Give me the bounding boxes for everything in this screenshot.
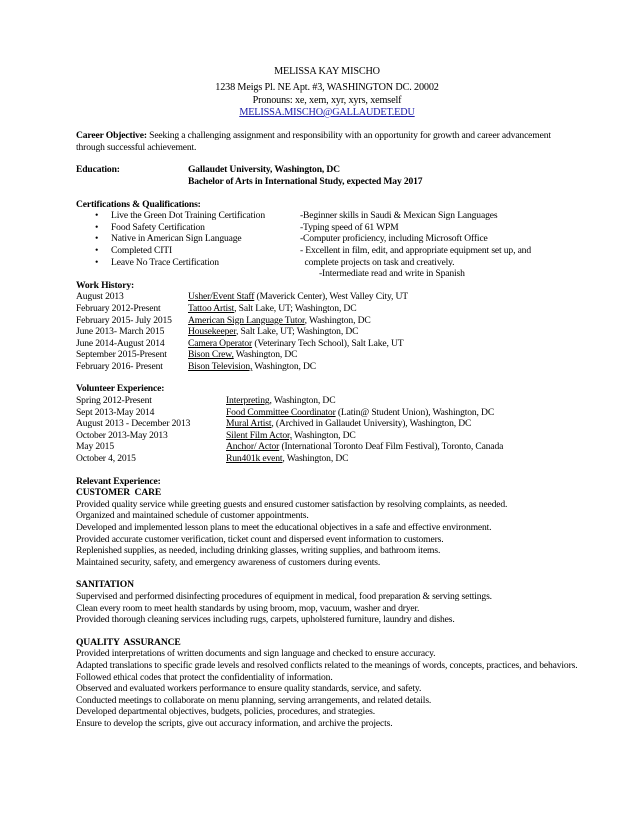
customer-care-heading: CUSTOMER CARE bbox=[76, 487, 162, 499]
sanitation-heading: SANITATION bbox=[76, 579, 134, 591]
list-item bbox=[76, 430, 578, 442]
volunteer-role: Anchor/ Actor bbox=[226, 441, 280, 453]
applicant-name: MELISSA KAY MISCHO bbox=[274, 66, 380, 77]
job-location: (Veterinary Tech School), Salt Lake, UT bbox=[252, 337, 404, 349]
list-item bbox=[76, 441, 578, 453]
education-school: Gallaudet University, Washington, DC bbox=[188, 164, 340, 176]
experience-line: Developed and implemented lesson plans to meet the educational objectives in a safe and effective environment. bbox=[76, 522, 492, 533]
experience-line: Adapted translations to specific grade levels and resolved conflicts related to the meanings of words, concepts, practices, and behaviors. bbox=[76, 659, 578, 671]
pronouns: Pronouns: xe, xem, xyr, xyrs, xemself bbox=[252, 94, 402, 106]
volunteer-date: October 4, 2015 bbox=[76, 453, 136, 465]
education-degree: Bachelor of Arts in International Study, expected May 2017 bbox=[188, 175, 423, 187]
volunteer-location: , (Archived in Gallaudet University), Washington, DC bbox=[271, 418, 472, 430]
list-item bbox=[76, 245, 578, 257]
job-title: Tattoo Artist bbox=[188, 302, 235, 314]
volunteer-role: Silent Film Actor, bbox=[226, 429, 292, 441]
quality-assurance-heading: QUALITY ASSURANCE bbox=[76, 636, 181, 648]
objective-label: Career Objective: bbox=[76, 130, 147, 142]
resume-header bbox=[76, 66, 578, 119]
experience-line: Followed ethical codes that protect the confidentiality of information. bbox=[76, 671, 333, 683]
experience-line: Provided interpretations of written documents and sign language and checked to ensure accuracy. bbox=[76, 648, 436, 660]
list-item bbox=[76, 418, 578, 430]
experience-line: Supervised and performed disinfecting procedures of equipment in medical, food preparation & serving settings. bbox=[76, 590, 492, 602]
list-item bbox=[76, 210, 578, 222]
certification-item: Completed CITI bbox=[111, 244, 173, 256]
email-link[interactable]: MELISSA.MISCHO@GALLAUDET.EDU bbox=[239, 106, 415, 118]
volunteer-section bbox=[76, 383, 578, 464]
volunteer-role: Interpreting bbox=[226, 395, 270, 407]
bullet-icon: • bbox=[95, 256, 99, 268]
career-objective bbox=[76, 130, 578, 153]
certifications-section bbox=[76, 199, 578, 280]
bullet-icon: • bbox=[95, 233, 99, 245]
work-history-heading: Work History: bbox=[76, 279, 135, 291]
certifications-heading: Certifications & Qualifications: bbox=[76, 198, 201, 210]
qualification-item: - Excellent in film, edit, and appropriate equipment set up, and bbox=[300, 244, 531, 256]
work-date: February 2016- Present bbox=[76, 360, 163, 372]
list-item bbox=[76, 407, 578, 419]
experience-line: Replenished supplies, as needed, including drinking glasses, writing supplies, and bathroom items. bbox=[76, 545, 441, 557]
volunteer-location: , Washington, DC bbox=[282, 453, 349, 465]
volunteer-location: (International Toronto Deaf Film Festival), Toronto, Canada bbox=[279, 441, 504, 453]
job-title: Camera Operator bbox=[188, 337, 253, 349]
job-title: American Sign Language Tutor bbox=[188, 314, 305, 326]
experience-line: Provided accurate customer verification, ticket count and dispersed event information to customers. bbox=[76, 533, 444, 545]
qualification-item: -Computer proficiency, including Microsoft Office bbox=[300, 233, 488, 245]
job-location: (Maverick Center), West Valley City, UT bbox=[254, 291, 408, 303]
volunteer-role: Food Committee Coordinator bbox=[226, 406, 336, 418]
volunteer-location: (Latin@ Student Union), Washington, DC bbox=[335, 406, 495, 418]
objective-text: Seeking a challenging assignment and responsibility with an opportunity for growth and career advancement through successful achievement. bbox=[76, 130, 551, 153]
bullet-icon: • bbox=[95, 221, 99, 233]
job-title: Bison Crew, bbox=[188, 349, 234, 361]
experience-line: Provided thorough cleaning services including rugs, carpets, upholstered furniture, laundry and dishes. bbox=[76, 614, 455, 626]
qualification-item: complete projects on task and creatively. bbox=[300, 256, 455, 268]
list-item bbox=[76, 291, 578, 303]
volunteer-date: Sept 2013-May 2014 bbox=[76, 406, 155, 418]
bullet-icon: • bbox=[95, 210, 99, 222]
volunteer-location: , Washington, DC bbox=[269, 395, 336, 407]
job-location: , Salt Lake, UT; Washington, DC bbox=[236, 326, 359, 338]
experience-line: Maintained security, safety, and emergency awareness of customers during events. bbox=[76, 556, 381, 568]
certification-item: Native in American Sign Language bbox=[111, 233, 242, 245]
list-item bbox=[76, 326, 578, 338]
relevant-experience-section bbox=[76, 476, 578, 730]
volunteer-date: Spring 2012-Present bbox=[76, 395, 152, 407]
work-date: February 2015- July 2015 bbox=[76, 314, 172, 326]
volunteer-date: October 2013-May 2013 bbox=[76, 429, 168, 441]
certification-item: Food Safety Certification bbox=[111, 221, 205, 233]
list-item bbox=[76, 257, 578, 269]
certification-item: Live the Green Dot Training Certification bbox=[111, 210, 265, 222]
work-date: June 2013- March 2015 bbox=[76, 326, 165, 338]
job-title: Housekeeper bbox=[188, 326, 237, 338]
list-item bbox=[76, 338, 578, 350]
experience-line: Organized and maintained schedule of customer appointments. bbox=[76, 510, 309, 522]
job-title: Bison Television, bbox=[188, 360, 253, 372]
job-location: , Washington, DC bbox=[304, 314, 371, 326]
volunteer-role: Run401k event bbox=[226, 453, 283, 465]
address: 1238 Meigs Pl. NE Apt. #3, WASHINGTON DC. 20002 bbox=[215, 82, 439, 94]
volunteer-date: May 2015 bbox=[76, 441, 114, 453]
list-item bbox=[76, 395, 578, 407]
experience-line: Clean every room to meet health standards by using broom, mop, vacuum, washer and dryer. bbox=[76, 602, 420, 614]
list-item bbox=[76, 222, 578, 234]
list-item bbox=[76, 361, 578, 373]
experience-line: Observed and evaluated workers performance to ensure quality standards, service, and safety. bbox=[76, 683, 422, 695]
experience-line: Ensure to develop the scripts, give out accuracy information, and archive the projects. bbox=[76, 717, 393, 729]
relevant-experience-heading: Relevant Experience: bbox=[76, 475, 161, 487]
volunteer-heading: Volunteer Experience: bbox=[76, 383, 165, 395]
work-date: September 2015-Present bbox=[76, 349, 167, 361]
qualification-item: -Intermediate read and write in Spanish bbox=[319, 268, 465, 280]
education-section bbox=[76, 164, 578, 187]
job-location: , Salt Lake, UT; Washington, DC bbox=[234, 302, 357, 314]
job-location: Washington, DC bbox=[252, 360, 316, 372]
list-item bbox=[76, 315, 578, 327]
job-title: Usher/Event Staff bbox=[188, 291, 255, 303]
work-date: August 2013 bbox=[76, 291, 124, 303]
job-location: Washington, DC bbox=[233, 349, 298, 361]
experience-line: Provided quality service while greeting guests and ensured customer satisfaction by resolving complaints, as needed. bbox=[76, 498, 508, 510]
experience-line: Conducted meetings to collaborate on menu planning, serving arrangements, and related details. bbox=[76, 694, 432, 706]
work-history-section bbox=[76, 280, 578, 373]
certification-item: Leave No Trace Certification bbox=[111, 256, 219, 268]
volunteer-location: Washington, DC bbox=[291, 429, 356, 441]
list-item bbox=[76, 233, 578, 245]
volunteer-date: August 2013 - December 2013 bbox=[76, 418, 191, 430]
list-item bbox=[76, 349, 578, 361]
work-date: June 2014-August 2014 bbox=[76, 337, 165, 349]
list-item bbox=[76, 453, 578, 465]
qualification-item: -Beginner skills in Saudi & Mexican Sign Languages bbox=[300, 210, 498, 222]
qualification-item: -Typing speed of 61 WPM bbox=[300, 221, 399, 233]
experience-line: Developed departmental objectives, budgets, policies, procedures, and strategies. bbox=[76, 706, 376, 718]
bullet-icon: • bbox=[95, 244, 99, 256]
volunteer-role: Mural Artist bbox=[226, 418, 272, 430]
list-item bbox=[76, 303, 578, 315]
work-date: February 2012-Present bbox=[76, 302, 161, 314]
education-label: Education: bbox=[76, 164, 120, 176]
